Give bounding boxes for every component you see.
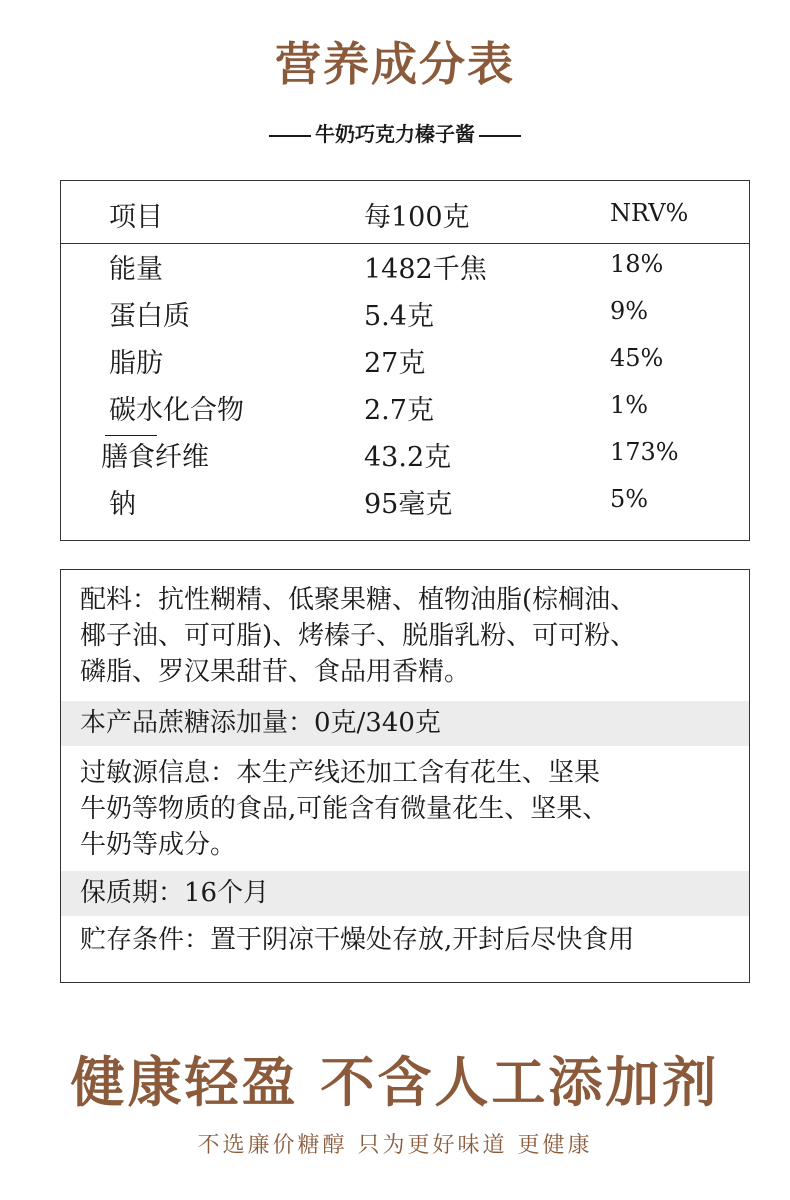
row-per100: 95毫克: [364, 489, 453, 520]
sucrose-block: [61, 701, 749, 746]
tagline: 不选廉价糖醇 只为更好味道 更健康: [197, 1133, 593, 1158]
row-item: 能量: [109, 254, 163, 285]
row-per100: 43.2克: [364, 442, 452, 473]
row-nrv: 1%: [610, 391, 649, 419]
allergen-block: [61, 755, 749, 863]
nutrition-table: [60, 180, 750, 541]
table-row: [61, 388, 749, 434]
row-per100: 27克: [364, 348, 426, 379]
page-title: 营养成分表: [275, 37, 515, 91]
shelf-life-text: 保质期：16个月: [80, 878, 270, 908]
row-item: 脂肪: [109, 348, 163, 379]
header-nrv: NRV%: [610, 199, 689, 227]
allergen-line: 过敏源信息：本生产线还加工含有花生、坚果: [80, 758, 601, 788]
table-row: [61, 247, 749, 293]
product-name: 牛奶巧克力榛子酱: [315, 122, 475, 146]
row-item: 蛋白质: [109, 301, 190, 332]
storage-text: 贮存条件：置于阴凉干燥处存放,开封后尽快食用: [80, 925, 635, 955]
row-item: 钠: [109, 489, 136, 520]
row-item: 膳食纤维: [101, 442, 209, 473]
ingredients-line: 配料：抗性糊精、低聚果糖、植物油脂(棕榈油、: [80, 585, 637, 615]
row-item: 碳水化合物: [109, 395, 244, 426]
slogan: 健康轻盈 不含人工添加剂: [70, 1051, 720, 1114]
left-dash: [269, 135, 311, 137]
allergen-line: 牛奶等物质的食品,可能含有微量花生、坚果、: [80, 794, 609, 824]
ingredients-line: 磷脂、罗汉果甜苷、食品用香精。: [80, 657, 471, 687]
row-per100: 5.4克: [364, 301, 434, 332]
table-row: [61, 294, 749, 340]
row-per100: 2.7克: [364, 395, 434, 426]
row-per100: 1482千焦: [364, 254, 487, 285]
table-row: [61, 341, 749, 387]
row-nrv: 9%: [610, 297, 649, 325]
row-nrv: 173%: [610, 438, 679, 466]
row-nrv: 45%: [610, 344, 664, 372]
storage-block: [61, 922, 749, 958]
allergen-line: 牛奶等成分。: [80, 830, 237, 860]
nutrition-header: [61, 181, 749, 244]
product-info-box: [60, 569, 750, 983]
ingredients-block: [61, 582, 749, 690]
header-per100: 每100克: [364, 202, 470, 233]
right-dash: [479, 135, 521, 137]
product-subtitle: [0, 118, 790, 147]
shelf-life-block: [61, 871, 749, 916]
table-row: [61, 482, 749, 528]
sucrose-text: 本产品蔗糖添加量：0克/340克: [80, 708, 441, 738]
ingredients-line: 椰子油、可可脂)、烤榛子、脱脂乳粉、可可粉、: [80, 621, 637, 651]
row-nrv: 18%: [610, 250, 664, 278]
row-nrv: 5%: [610, 485, 649, 513]
table-row: [61, 435, 749, 481]
header-item: 项目: [109, 202, 163, 233]
